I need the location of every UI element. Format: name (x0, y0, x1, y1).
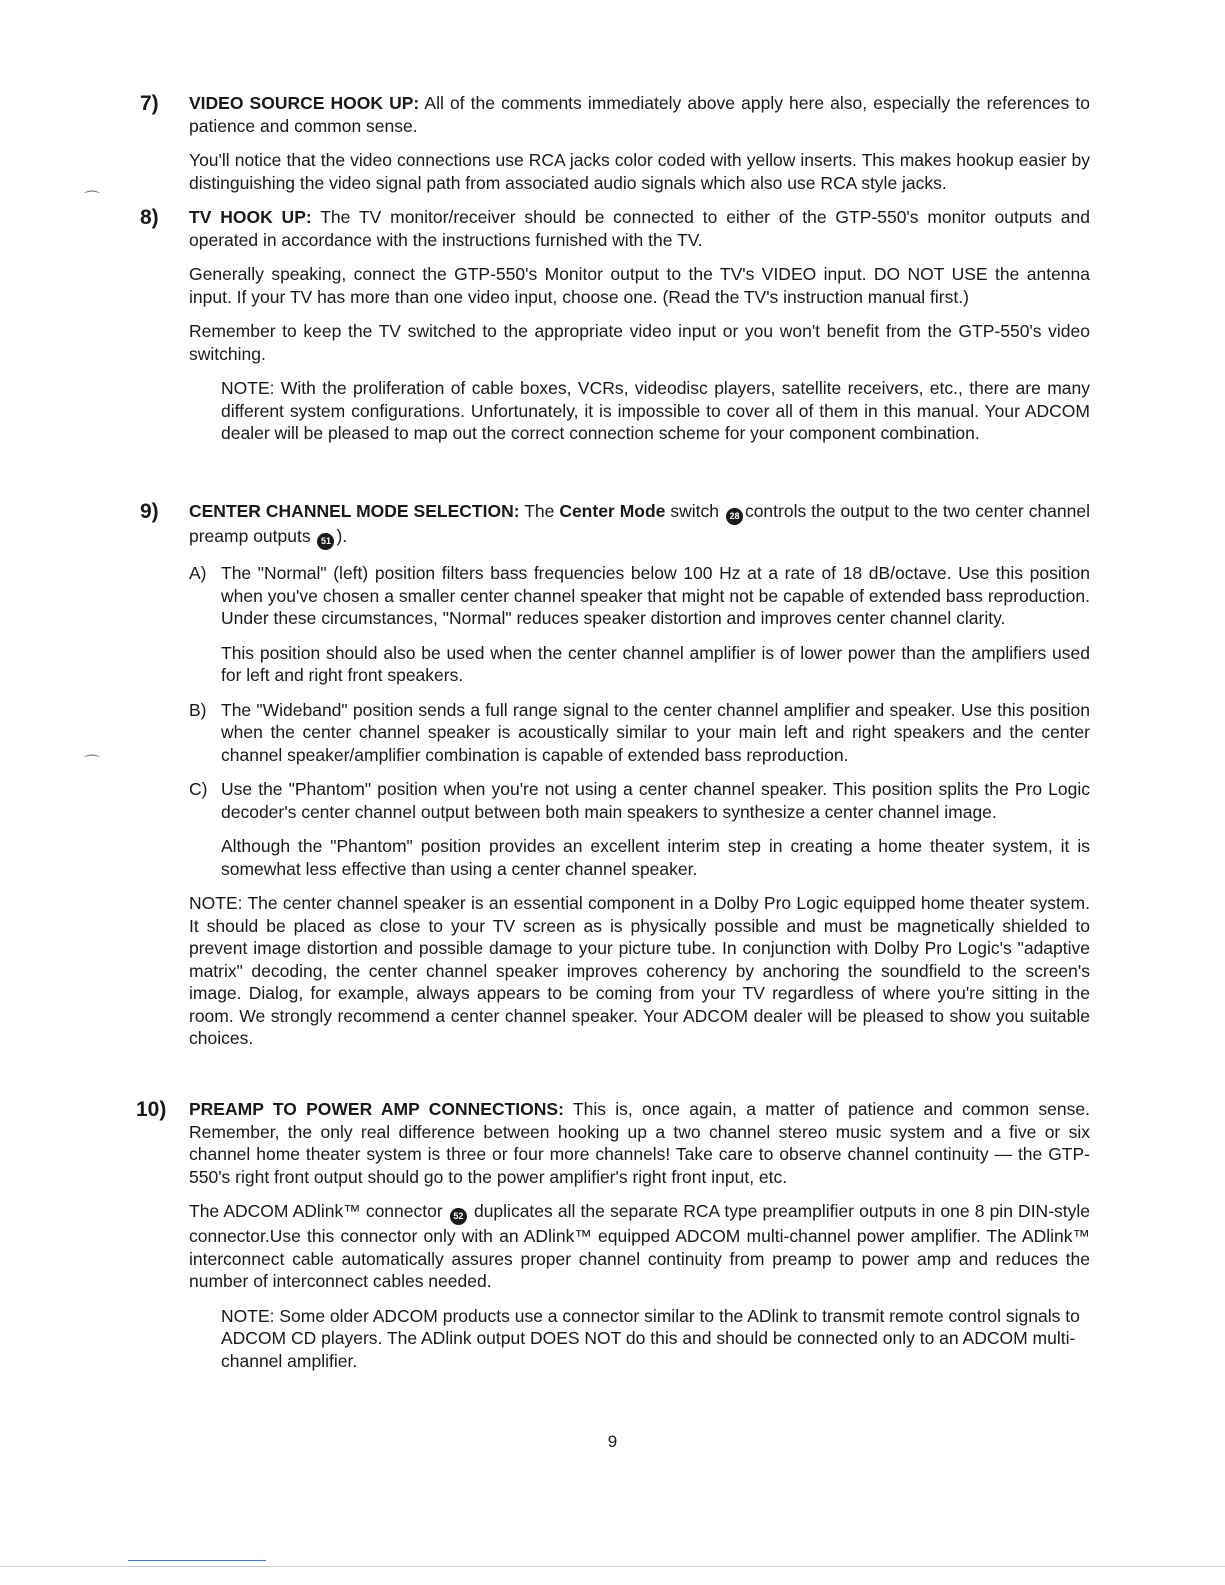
section-heading: CENTER CHANNEL MODE SELECTION: (189, 501, 520, 521)
paragraph-text: duplicates all the separate RCA type preamplifier outputs in one 8 pin DIN-style connector.Use this connector only with an ADlink™ equipped ADCOM multi-channel power amplifier. The ADlink™ interconnect cable automatically assures proper channel continuity from preamp to power amp and reduces the number of interconnect cables needed. (189, 1201, 1091, 1291)
paragraph-text: This position should also be used when the center channel amplifier is of lower power than the amplifiers used for left and right front speakers. (221, 642, 1090, 685)
option-a (189, 562, 1090, 687)
section-9 (140, 500, 1090, 1050)
paragraph-text: switch (670, 501, 719, 521)
paragraph-text: The "Wideband" position sends a full range signal to the center channel amplifier and speaker. Use this position when the center channel speaker is acoustically similar to your main left and right speakers and the center channel speaker/amplifier combination is capable of extended bass reproduction. (221, 699, 1090, 765)
note-text: NOTE: The center channel speaker is an essential component in a Dolby Pro Logic equipped home theater system. It should be placed as close to your TV screen as is physically possible and must be magnetically shielded to prevent image distortion and possible damage to your picture tube. In conjunction with Dolby Pro Logic's "adaptive matrix" decoding, the center channel speaker improves coherency by anchoring the soundfield to the screen's image. Dialog, for example, always appears to be coming from your TV regardless of where you're sitting in the room. We strongly recommend a center channel speaker. Your ADCOM dealer will be pleased to show you suitable choices. (189, 893, 1090, 1048)
center-mode-label: Center Mode (559, 501, 666, 521)
scan-mark-icon: ⌒ (84, 191, 101, 208)
paragraph-text (189, 1200, 1090, 1293)
option-c (189, 778, 1090, 880)
paragraph-text: Remember to keep the TV switched to the appropriate video input or you won't benefit from the GTP-550's video switching. (189, 321, 1090, 364)
section-number: 8) (140, 206, 159, 229)
scan-mark-icon: ⌒ (84, 755, 101, 772)
reference-number-icon: 52 (450, 1208, 467, 1225)
section-paragraph (189, 500, 1090, 550)
section-8 (140, 206, 1090, 445)
paragraph-text: The TV monitor/receiver should be connected to either of the GTP-550's monitor outputs and operated in accordance with the instructions furnished with the TV. (189, 207, 1091, 250)
reference-number-icon: 28 (726, 508, 743, 525)
section-paragraph (189, 1098, 1090, 1188)
section-number: 10) (136, 1098, 167, 1121)
paragraph-text: Although the "Phantom" position provides an excellent interim step in creating a home theater system, it is somewhat less effective than using a center channel speaker. (221, 836, 1090, 879)
page-number: 9 (607, 1432, 618, 1451)
paragraph-text: The (524, 501, 555, 521)
paragraph-text: This is, once again, a matter of patience and common sense. Remember, the only real difference between hooking up a two channel stereo music system and a five or six channel home theater system is three or four more channels! Take care to observe channel continuity — the GTP-550's right front output should go to the power amplifier's right front input, etc. (189, 1099, 1090, 1187)
section-7 (140, 92, 1090, 194)
option-label: A) (189, 563, 207, 583)
paragraph-text: The ADCOM ADlink™ connector (189, 1201, 443, 1221)
paragraph-text: The "Normal" (left) position filters bass frequencies below 100 Hz at a rate of 18 dB/octave. Use this position when you've chosen a smaller center channel speaker that might not be capable of extended bass reproduction. Under these circumstances, "Normal" reduces speaker distortion and improves center channel clarity. (221, 563, 1090, 628)
section-paragraph (189, 206, 1090, 251)
paragraph-text: Use the "Phantom" position when you're not using a center channel speaker. This position splits the Pro Logic decoder's center channel output between both main speakers to synthesize a center channel image. (221, 779, 1090, 822)
footer-link-underline (128, 1560, 266, 1561)
footer-divider (0, 1566, 1225, 1567)
option-label: C) (189, 779, 208, 799)
note-text: NOTE: With the proliferation of cable boxes, VCRs, videodisc players, satellite receivers, etc., there are many different system configurations. Unfortunately, it is impossible to cover all of them in this manual. Your ADCOM dealer will be pleased to map out the correct connection scheme for your component combination. (221, 378, 1090, 443)
section-10 (136, 1098, 1091, 1372)
section-number: 7) (140, 92, 159, 115)
note-text: NOTE: Some older ADCOM products use a connector similar to the ADlink to transmit remote control signals to ADCOM CD players. The ADlink output DOES NOT do this and should be connected only to an ADCOM multi-channel amplifier. (221, 1305, 1080, 1371)
option-b (189, 699, 1090, 767)
paragraph-text: controls the output to the two center channel preamp outputs (189, 501, 1091, 546)
paragraph-text: All of the comments immediately above apply here also, especially the references to patience and common sense. (189, 93, 1090, 136)
option-label: B) (189, 699, 207, 720)
reference-number-icon: 51 (317, 533, 334, 550)
section-heading: PREAMP TO POWER AMP CONNECTIONS: (189, 1099, 564, 1119)
section-heading: TV HOOK UP: (189, 207, 312, 227)
paragraph-text: ). (336, 526, 348, 546)
paragraph-text: Generally speaking, connect the GTP-550's Monitor output to the TV's VIDEO input. DO NOT USE the antenna input. If your TV has more than one video input, choose one. (Read the TV's instruction manual first.) (189, 264, 1090, 307)
section-number: 9) (140, 500, 159, 523)
paragraph-text: You'll notice that the video connections use RCA jacks color coded with yellow inserts. This makes hookup easier by distinguishing the video signal path from associated audio signals which also use RCA style jacks. (189, 150, 1090, 193)
section-paragraph (189, 92, 1090, 137)
section-heading: VIDEO SOURCE HOOK UP: (189, 93, 420, 113)
